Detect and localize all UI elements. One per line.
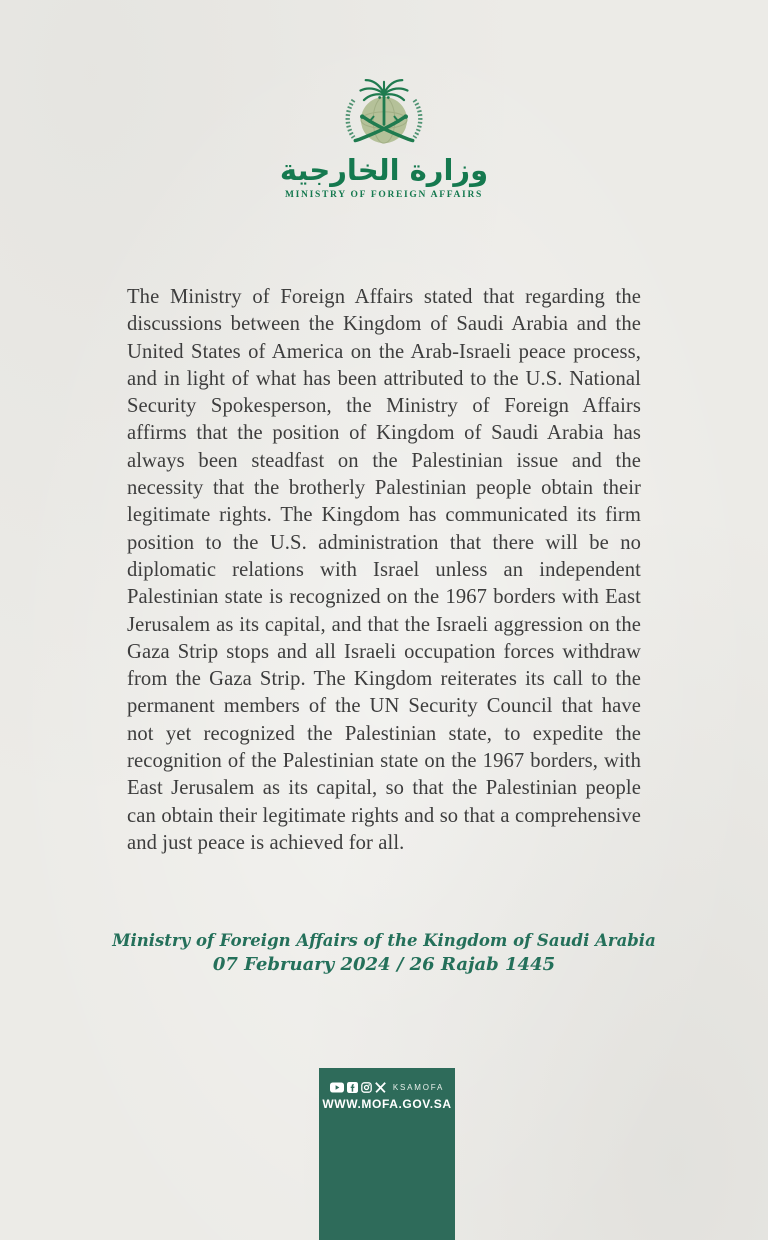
ministry-english-title: MINISTRY OF FOREIGN AFFAIRS: [284, 190, 484, 201]
youtube-icon: [330, 1082, 344, 1093]
saudi-emblem-icon: [340, 74, 428, 154]
website-label: WWW.MOFA.GOV.SA: [322, 1097, 452, 1111]
statement-body: The Ministry of Foreign Affairs stated that regarding the discussions between the Kingdom of Saudi Arabia and the United States of America on the Arab-Israeli peace process, and in light of what has been attributed to the U.S. National Security Spokesperson, the Ministry of Foreign Affairs affirms that the position of Kingdom of Saudi Arabia has always been steadfast on the Palestinian issue and the necessity that the brotherly Palestinian people obtain their legitimate rights. The Kingdom has communicated its firm position to the U.S. administration that there will be no diplomatic relations with Israel unless an independent Palestinian state is recognized on the 1967 borders with East Jerusalem as its capital, and that the Israeli aggression on the Gaza Strip stops and all Israeli occupation forces withdraw from the Gaza Strip. The Kingdom reiterates its call to the permanent members of the UN Security Council that have not yet recognized the Palestinian state, to expedite the recognition of the Palestinian state on the 1967 borders, with East Jerusalem as its capital, so that the Palestinian people can obtain their legitimate rights and so that a comprehensive and just peace is achieved for all.: [127, 286, 641, 854]
footer-block: [319, 1068, 455, 1240]
social-icons-row: [319, 1082, 455, 1093]
signature-entity: Ministry of Foreign Affairs of the Kingdom of Saudi Arabia: [112, 931, 656, 950]
signature-block: [0, 931, 768, 975]
social-handle-label: KSAMOFA: [392, 1083, 445, 1092]
signature-date: 07 February 2024 / 26 Rajab 1445: [212, 954, 556, 975]
facebook-icon: [347, 1082, 358, 1093]
mofa-logo: [0, 74, 768, 200]
instagram-icon: [361, 1082, 372, 1093]
ministry-arabic-title: وزارة الخارجية: [279, 153, 489, 187]
x-icon: [375, 1082, 386, 1093]
